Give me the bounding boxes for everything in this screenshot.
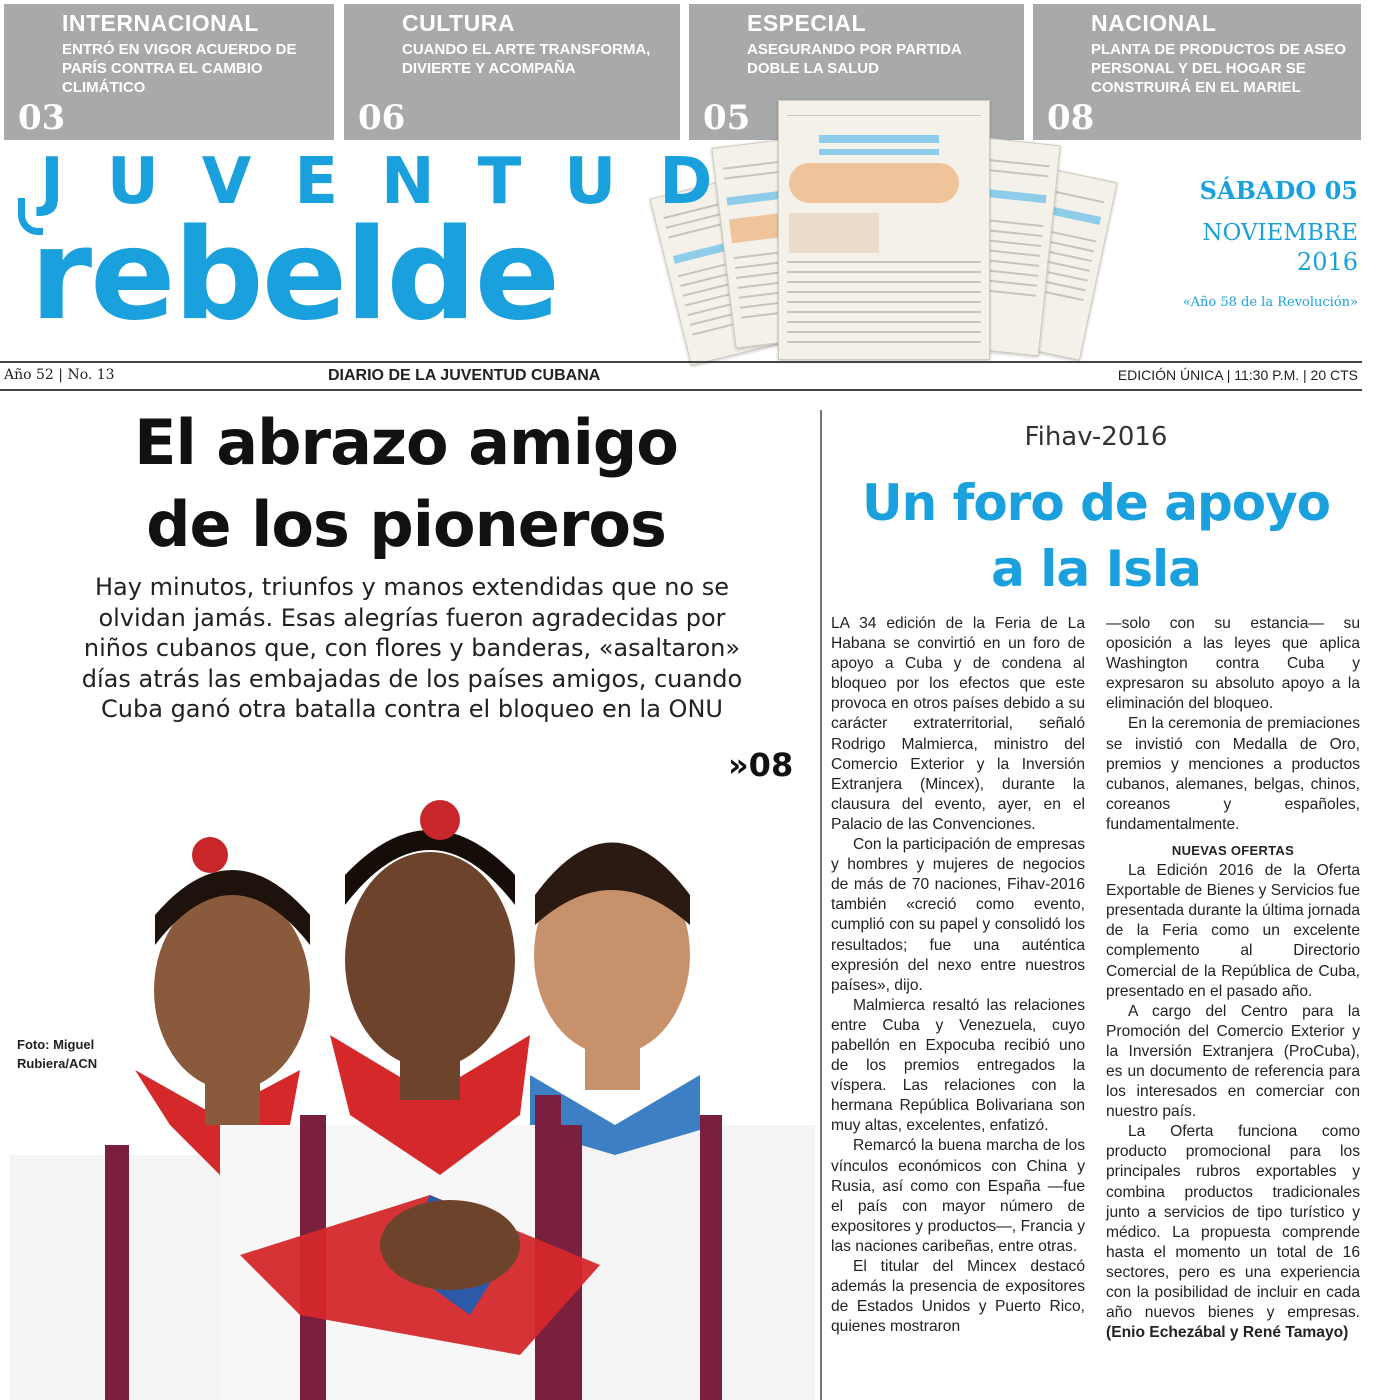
motto: «Año 58 de la Revolución»: [1182, 295, 1358, 310]
lead-headline[interactable]: [0, 402, 812, 566]
section-page-number: 06: [358, 98, 406, 138]
photo-credit-line: Foto: Miguel: [17, 1037, 95, 1052]
newspaper-pages-illustration: [668, 98, 1098, 360]
article-column-1: [831, 614, 1085, 1337]
issue-day: SÁBADO 05: [1199, 176, 1358, 205]
section-label: INTERNACIONAL: [62, 10, 259, 36]
article-paragraph: La Edición 2016 de la Oferta Exportable de Bienes y Servicios fue presentada durante la última jornada de la Feria como un excelente complemento al Directorio Comercial de la República de Cuba, presentado en el pasado año.: [1106, 862, 1360, 1000]
pioneer-children-photo: [0, 795, 815, 1400]
masthead-rebelde: rebelde: [30, 201, 559, 348]
section-label: NACIONAL: [1091, 10, 1217, 36]
issue-year: 2016: [1296, 248, 1358, 276]
section-page-number: 05: [703, 98, 751, 138]
lead-headline-line: de los pioneros: [146, 488, 666, 561]
article-byline: (Enio Echezábal y René Tamayo): [1106, 1324, 1349, 1342]
deck-line: días atrás las embajadas de los países amigos, cuando: [81, 664, 743, 693]
deck-line: Hay minutos, triunfos y manos extendidas que no se: [94, 573, 730, 601]
section-box-cultura[interactable]: [344, 4, 680, 140]
column-divider: [820, 410, 822, 1400]
article-paragraph: Con la participación de empresas y hombres y mujeres de negocios de más de 70 naciones, Fihav-2016 también «creció como evento, cumplió con su papel y consolidó los resultados; fue una auténtica expresión del nexo entre nuestros países», dijo.: [831, 836, 1085, 994]
masthead-juventud: JUVENTUD: [40, 145, 756, 219]
article-paragraph: LA 34 edición de la Feria de La Habana se convirtió en un foro de apoyo a Cuba y de condena al bloqueo por los efectos que este provoca en otros países debido a su carácter extraterritorial, señaló Rodrigo Malmierca, ministro del Comercio Exterior y la Inversión Extranjera (Mincex), durante la clausura del evento, ayer, en el Palacio de las Convenciones.: [831, 615, 1085, 833]
edition-info: EDICIÓN ÚNICA | 11:30 P.M. | 20 CTS: [1117, 367, 1358, 383]
article-paragraph: Remarcó la buena marcha de los vínculos económicos con China y Rusia, así como con España —fue el país con mayor número de expositores y productos—, Francia y las naciones caribeñas, entre otras.: [831, 1137, 1085, 1255]
article-paragraph-text: La Oferta funciona como producto promocional para los principales rubros exportables y combina productos tradicionales junto a servicios de tipo turístico y médico. La propuesta comprende hasta el momento un total de 16 sectores, pero es una experiencia con la posibilidad de incluir en cada año nuevos bienes y empresas.: [1106, 1123, 1360, 1322]
section-label: CULTURA: [402, 10, 515, 36]
section-teaser: ENTRÓ EN VIGOR ACUERDO DE PARÍS CONTRA EL CAMBIO CLIMÁTICO: [62, 41, 297, 96]
story-headline[interactable]: [830, 470, 1362, 602]
lead-page-reference[interactable]: »08: [728, 746, 794, 784]
lead-deck: [72, 572, 752, 725]
lead-headline-line: El abrazo amigo: [134, 406, 678, 479]
article-subhead: NUEVAS OFERTAS: [1171, 843, 1295, 859]
photo-credit: [17, 1035, 127, 1073]
section-label: ESPECIAL: [747, 10, 867, 36]
article-paragraph: [1106, 1122, 1360, 1343]
article-paragraph: Malmierca resaltó las relaciones entre Cuba y Venezuela, cuyo pabellón en Expocuba recibió uno de los premios entregados la víspera. Las relaciones con la hermana República Bolivariana son muy altas, excelentes, enfatizó.: [831, 996, 1085, 1135]
article-paragraph: A cargo del Centro para la Promoción del Comercio Exterior y la Inversión Extranjera (ProCuba), es un documento de referencia para los interesados en comerciar con nuestro país.: [1106, 1002, 1360, 1121]
article-paragraph: El titular del Mincex destacó además la presencia de expositores de Estados Unidos y Puerto Rico, quienes mostraron: [831, 1258, 1085, 1336]
deck-line: olvidan jamás. Esas alegrías fueron agradecidas por: [98, 603, 726, 632]
issue-month: NOVIEMBRE: [1202, 220, 1358, 246]
section-teaser: CUANDO EL ARTE TRANSFORMA, DIVIERTE Y ACOMPAÑA: [402, 41, 651, 77]
story-kicker: Fihav-2016: [1024, 422, 1168, 452]
section-box-internacional[interactable]: [4, 4, 334, 140]
section-page-number: 08: [1047, 98, 1095, 138]
volume-number: Año 52 | No. 13: [4, 367, 115, 383]
story-headline-line: a la Isla: [991, 540, 1201, 598]
section-page-number: 03: [18, 98, 66, 138]
article-paragraph: En la ceremonia de premiaciones se invistió con Medalla de Oro, premios y menciones a productos cubanos, alemanes, belgas, chinos, coreanos y españoles, fundamentalmente.: [1106, 715, 1360, 833]
section-teaser: ASEGURANDO POR PARTIDA DOBLE LA SALUD: [747, 41, 962, 77]
article-paragraph: —solo con su estancia— su oposición a las leyes que aplica Washington contra Cuba y expresaron su absoluto apoyo a la eliminación del bloqueo.: [1106, 615, 1360, 713]
deck-line: Cuba ganó otra batalla contra el bloqueo en la ONU: [101, 695, 723, 723]
article-column-2: [1106, 614, 1360, 1343]
story-headline-line: Un foro de apoyo: [861, 474, 1331, 532]
paper-tagline: DIARIO DE LA JUVENTUD CUBANA: [328, 367, 601, 384]
deck-line: niños cubanos que, con flores y banderas, «asaltaron»: [83, 634, 741, 662]
section-teaser: PLANTA DE PRODUCTOS DE ASEO PERSONAL Y DEL HOGAR SE CONSTRUIRÁ EN EL MARIEL: [1091, 41, 1347, 96]
photo-credit-line: Rubiera/ACN: [17, 1056, 98, 1071]
masthead-strap: [0, 361, 1362, 391]
